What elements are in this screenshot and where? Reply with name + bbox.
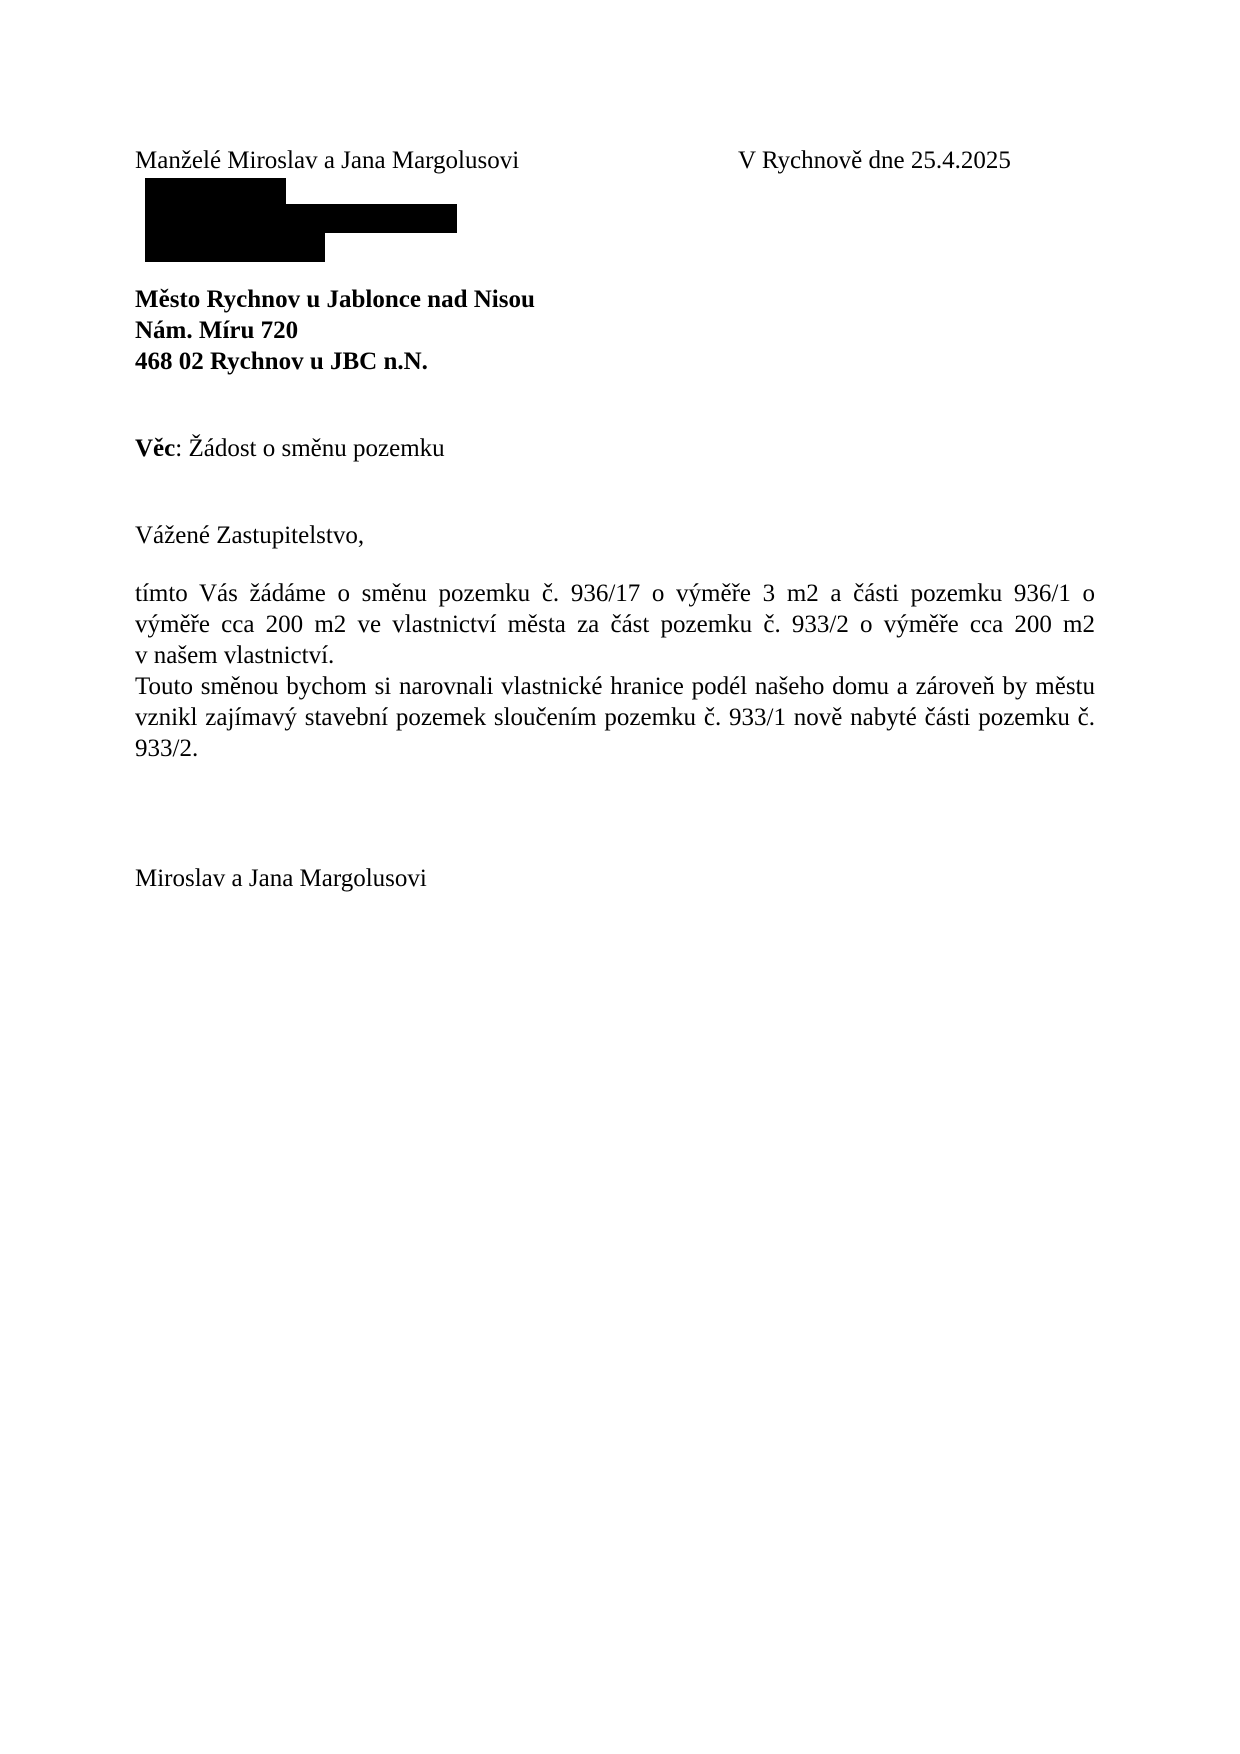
redaction-bar [145, 233, 325, 262]
recipient-line-street: Nám. Míru 720 [135, 317, 299, 344]
recipient-address-block [135, 284, 535, 377]
subject-text: : Žádost o směnu pozemku [175, 435, 445, 462]
sender-name-line: Manželé Miroslav a Jana Margolusovi [135, 147, 520, 174]
body-line: výměře cca 200 m2 ve vlastnictví města za část pozemku č. 933/2 o výměře cca 200 m2 [135, 611, 1095, 638]
body-line: Touto směnou bychom si narovnali vlastnické hranice podél našeho domu a zároveň by městu [135, 673, 1095, 700]
subject-label: Věc [135, 435, 176, 462]
subject-line [135, 433, 445, 464]
body-line: vznikl zajímavý stavební pozemek sloučením pozemku č. 933/1 nově nabyté části pozemku č. [135, 704, 1095, 731]
letter-body [135, 578, 1095, 764]
redaction-bar [145, 204, 457, 233]
redaction-bar [145, 178, 286, 204]
body-line: 933/2. [135, 735, 199, 762]
recipient-line-postal: 468 02 Rychnov u JBC n.N. [135, 348, 428, 375]
recipient-line-city: Město Rychnov u Jablonce nad Nisou [135, 286, 535, 313]
body-line: tímto Vás žádáme o směnu pozemku č. 936/17 o výměře 3 m2 a části pozemku 936/1 o [135, 580, 1095, 607]
signature-line: Miroslav a Jana Margolusovi [135, 865, 427, 892]
place-and-date-line: V Rychnově dne 25.4.2025 [738, 147, 1011, 174]
body-line: v našem vlastnictví. [135, 642, 335, 669]
salutation-line: Vážené Zastupitelstvo, [135, 522, 365, 549]
